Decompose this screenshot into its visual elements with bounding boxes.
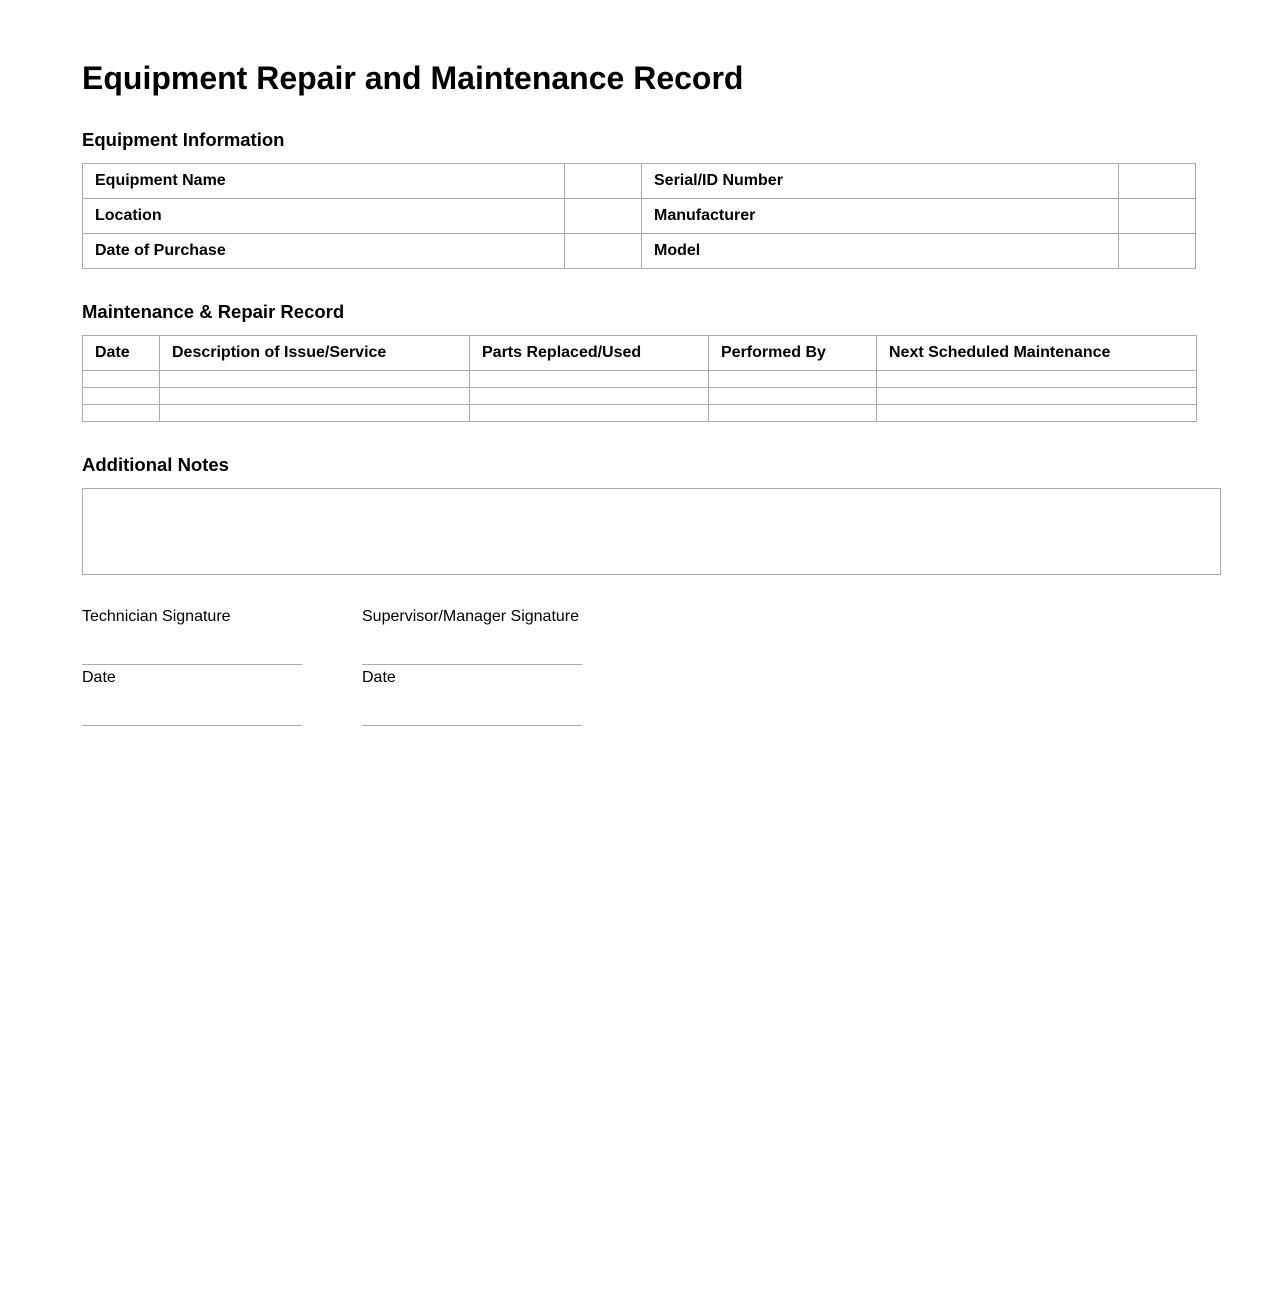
technician-signature-line[interactable] <box>82 664 302 665</box>
table-row <box>83 405 1197 422</box>
manufacturer-label: Manufacturer <box>642 199 1119 234</box>
cell-description[interactable] <box>160 405 470 422</box>
cell-next-maintenance[interactable] <box>877 388 1197 405</box>
model-field[interactable] <box>1119 234 1196 269</box>
equipment-info-row <box>83 199 1196 234</box>
additional-notes-field[interactable] <box>82 488 1221 575</box>
cell-performed-by[interactable] <box>709 405 877 422</box>
table-row <box>83 388 1197 405</box>
serial-id-number-label: Serial/ID Number <box>642 164 1119 199</box>
cell-performed-by[interactable] <box>709 371 877 388</box>
serial-id-number-field[interactable] <box>1119 164 1196 199</box>
supervisor-date-line[interactable] <box>362 725 582 726</box>
technician-signature-label: Technician Signature <box>82 608 231 625</box>
column-header-next-maintenance: Next Scheduled Maintenance <box>877 336 1197 371</box>
section-heading-equipment-information: Equipment Information <box>82 129 285 150</box>
manufacturer-field[interactable] <box>1119 199 1196 234</box>
column-header-description: Description of Issue/Service <box>160 336 470 371</box>
column-header-date: Date <box>83 336 160 371</box>
date-of-purchase-field[interactable] <box>565 234 642 269</box>
technician-date-label: Date <box>82 669 116 686</box>
date-of-purchase-label: Date of Purchase <box>83 234 565 269</box>
location-label: Location <box>83 199 565 234</box>
cell-performed-by[interactable] <box>709 388 877 405</box>
model-label: Model <box>642 234 1119 269</box>
cell-date[interactable] <box>83 405 160 422</box>
column-header-performed-by: Performed By <box>709 336 877 371</box>
section-heading-maintenance-record: Maintenance & Repair Record <box>82 301 345 322</box>
cell-parts[interactable] <box>470 405 709 422</box>
maintenance-record-table <box>82 335 1197 422</box>
column-header-parts: Parts Replaced/Used <box>470 336 709 371</box>
section-heading-additional-notes: Additional Notes <box>82 454 229 475</box>
equipment-info-row <box>83 234 1196 269</box>
cell-date[interactable] <box>83 388 160 405</box>
location-field[interactable] <box>565 199 642 234</box>
table-header-row <box>83 336 1197 371</box>
equipment-name-field[interactable] <box>565 164 642 199</box>
cell-next-maintenance[interactable] <box>877 371 1197 388</box>
supervisor-signature-label: Supervisor/Manager Signature <box>362 608 580 625</box>
cell-description[interactable] <box>160 388 470 405</box>
cell-next-maintenance[interactable] <box>877 405 1197 422</box>
cell-parts[interactable] <box>470 371 709 388</box>
equipment-info-table <box>82 163 1196 269</box>
supervisor-date-label: Date <box>362 669 396 686</box>
cell-date[interactable] <box>83 371 160 388</box>
equipment-info-row <box>83 164 1196 199</box>
supervisor-signature-line[interactable] <box>362 664 582 665</box>
table-row <box>83 371 1197 388</box>
cell-parts[interactable] <box>470 388 709 405</box>
equipment-name-label: Equipment Name <box>83 164 565 199</box>
technician-date-line[interactable] <box>82 725 302 726</box>
cell-description[interactable] <box>160 371 470 388</box>
page-title: Equipment Repair and Maintenance Record <box>82 60 744 96</box>
